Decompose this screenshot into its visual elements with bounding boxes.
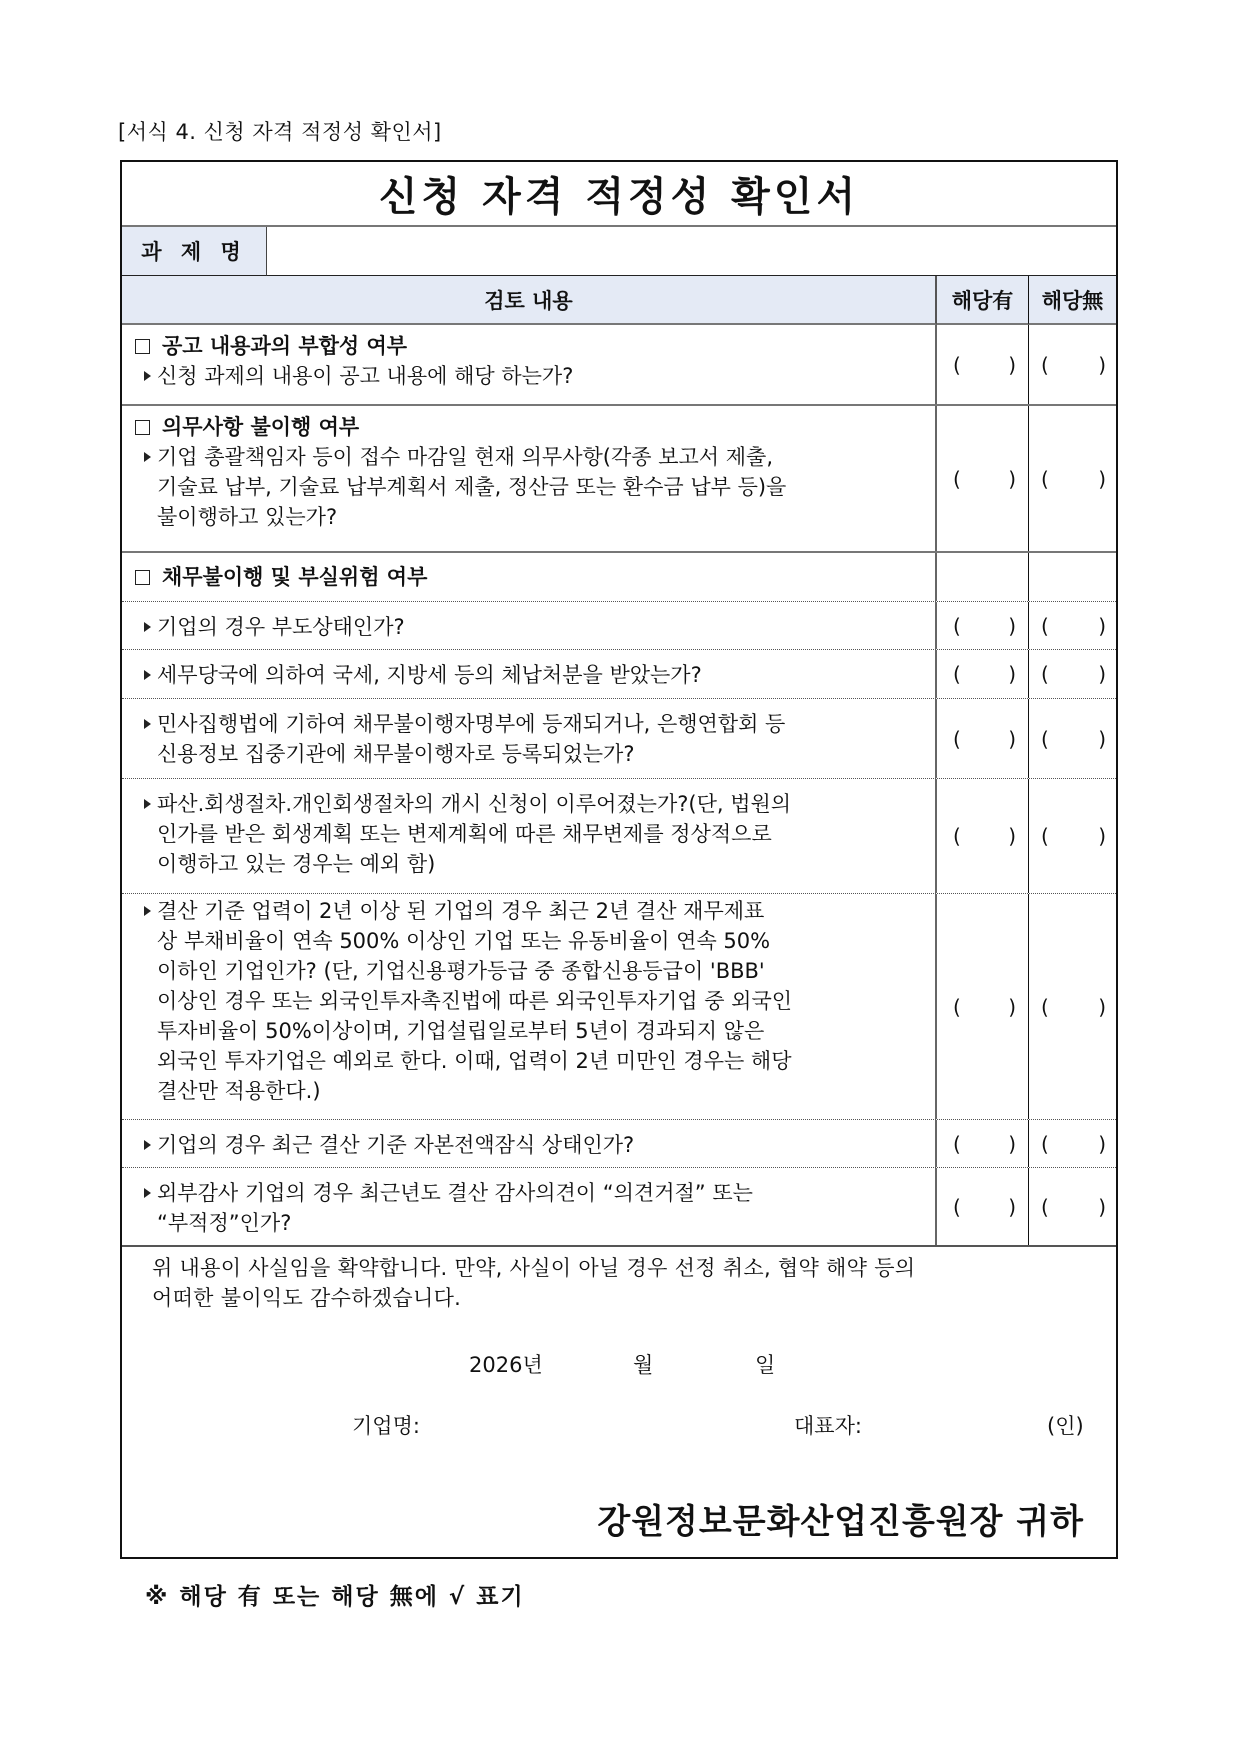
representative-label: 대표자: <box>794 1414 862 1438</box>
item-text: 세무당국에 의하여 국세, 지방세 등의 체납처분을 받았는가? <box>157 663 702 687</box>
pledge-line-1: 위 내용이 사실임을 확약합니다. 만약, 사실이 아닐 경우 선정 취소, 협약 해약 등의 <box>152 1256 916 1280</box>
sub-item-row <box>122 602 1116 650</box>
yes-check-cell[interactable] <box>937 779 1029 893</box>
item-text: 이행하고 있는 경우는 예외 함) <box>157 852 436 876</box>
item-text: 기업 총괄책임자 등이 접수 마감일 현재 의무사항(각종 보고서 제출, <box>157 445 773 469</box>
paren-open: ( <box>953 994 961 1019</box>
paren-open: ( <box>953 662 961 686</box>
sub-item-row <box>122 779 1116 894</box>
date-year: 2026년 <box>469 1353 543 1377</box>
paren-close: ) <box>1098 352 1106 377</box>
checkbox-square-icon <box>135 570 150 585</box>
paren-open: ( <box>1041 824 1049 848</box>
triangle-bullet-icon <box>144 719 151 729</box>
no-check-cell[interactable] <box>1029 1120 1116 1167</box>
paren-open: ( <box>1041 994 1049 1019</box>
item-text: 외국인 투자기업은 예외로 한다. 이때, 업력이 2년 미만인 경우는 해당 <box>157 1049 792 1073</box>
paren-close: ) <box>1008 824 1016 848</box>
item-text: 투자비율이 50%이상이며, 기업설립일로부터 5년이 경과되지 않은 <box>157 1019 765 1043</box>
header-applicable-yes: 해당有 <box>937 276 1029 325</box>
triangle-bullet-icon <box>144 1140 151 1150</box>
form-label: [서식 4. 신청 자격 적정성 확인서] <box>118 120 442 144</box>
pledge-section <box>122 1247 1116 1557</box>
paren-close: ) <box>1008 662 1016 686</box>
item-text: 결산 기준 업력이 2년 이상 된 기업의 경우 최근 2년 결산 재무제표 <box>157 899 765 923</box>
item-text: 신용정보 집중기관에 채무불이행자로 등록되었는가? <box>157 742 635 766</box>
yes-check-cell[interactable] <box>937 1168 1029 1245</box>
paren-open: ( <box>953 1131 961 1156</box>
paren-open: ( <box>1041 1131 1049 1156</box>
yes-check-cell[interactable] <box>937 894 1029 1119</box>
item-text: 기업의 경우 최근 결산 기준 자본전액잠식 상태인가? <box>157 1133 635 1157</box>
item-text: 이상인 경우 또는 외국인투자촉진법에 따른 외국인투자기업 중 외국인 <box>157 989 793 1013</box>
header-review-content: 검토 내용 <box>122 276 937 325</box>
item-text: 결산만 적용한다.) <box>157 1079 321 1103</box>
no-check-cell[interactable] <box>1029 325 1116 404</box>
item-text: 외부감사 기업의 경우 최근년도 결산 감사의견이 “의견거절” 또는 <box>157 1181 753 1205</box>
yes-check-cell[interactable] <box>937 650 1029 698</box>
paren-open: ( <box>953 824 961 848</box>
triangle-bullet-icon <box>144 906 151 916</box>
no-check-cell[interactable] <box>1029 1168 1116 1245</box>
item-text: 신청 과제의 내용이 공고 내용에 해당 하는가? <box>157 364 574 388</box>
paren-open: ( <box>953 466 961 491</box>
paren-close: ) <box>1098 824 1106 848</box>
paren-close: ) <box>1008 466 1016 491</box>
date-month: 월 <box>633 1353 654 1377</box>
paren-close: ) <box>1098 994 1106 1019</box>
confirmation-form <box>120 160 1118 1559</box>
item-text: 기업의 경우 부도상태인가? <box>157 615 405 639</box>
item-text: 인가를 받은 회생계획 또는 변제계획에 따른 채무변제를 정상적으로 <box>157 822 772 846</box>
no-check-cell[interactable] <box>1029 406 1116 551</box>
seal-mark: (인) <box>1047 1414 1084 1438</box>
recipient: 강원정보문화산업진흥원장 귀하 <box>597 1502 1084 1542</box>
no-check-cell[interactable] <box>1029 894 1116 1119</box>
paren-open: ( <box>953 613 961 638</box>
paren-close: ) <box>1098 613 1106 638</box>
paren-close: ) <box>1098 1194 1106 1219</box>
paren-close: ) <box>1008 994 1016 1019</box>
item-text: “부적정”인가? <box>157 1211 292 1235</box>
header-applicable-no: 해당無 <box>1029 276 1116 325</box>
paren-open: ( <box>1041 352 1049 377</box>
triangle-bullet-icon <box>144 371 151 381</box>
sub-item-row <box>122 1120 1116 1168</box>
item-text: 민사집행법에 기하여 채무불이행자명부에 등재되거나, 은행연합회 등 <box>157 712 786 736</box>
checkbox-square-icon <box>135 339 150 354</box>
paren-close: ) <box>1008 726 1016 751</box>
triangle-bullet-icon <box>144 1188 151 1198</box>
yes-check-cell[interactable] <box>937 325 1029 404</box>
paren-close: ) <box>1098 466 1106 491</box>
paren-close: ) <box>1098 726 1106 751</box>
footnote: ※ 해당 有 또는 해당 無에 √ 표기 <box>145 1584 525 1610</box>
paren-close: ) <box>1008 352 1016 377</box>
sub-item-row <box>122 650 1116 699</box>
yes-check-cell[interactable] <box>937 699 1029 778</box>
yes-check-cell[interactable] <box>937 1120 1029 1167</box>
pledge-line-2: 어떠한 불이익도 감수하겠습니다. <box>152 1286 462 1310</box>
no-check-cell[interactable] <box>1029 699 1116 778</box>
section-heading: 공고 내용과의 부합성 여부 <box>162 334 408 358</box>
paren-open: ( <box>1041 613 1049 638</box>
no-check-cell[interactable] <box>1029 650 1116 698</box>
sub-item-row <box>122 699 1116 779</box>
paren-open: ( <box>953 1194 961 1219</box>
paren-open: ( <box>1041 726 1049 751</box>
triangle-bullet-icon <box>144 670 151 680</box>
paren-open: ( <box>1041 1194 1049 1219</box>
form-title: 신청 자격 적정성 확인서 <box>122 162 1116 227</box>
sub-item-row <box>122 1168 1116 1247</box>
section-row <box>122 325 1116 406</box>
paren-open: ( <box>953 726 961 751</box>
yes-check-cell[interactable] <box>937 602 1029 649</box>
triangle-bullet-icon <box>144 799 151 809</box>
item-text: 파산.회생절차.개인회생절차의 개시 신청이 이루어졌는가?(단, 법원의 <box>157 792 792 816</box>
no-check-cell[interactable] <box>1029 602 1116 649</box>
item-text: 기술료 납부, 기술료 납부계획서 제출, 정산금 또는 환수금 납부 등)을 <box>157 475 787 499</box>
project-name-label: 과 제 명 <box>122 227 267 276</box>
company-name-label: 기업명: <box>352 1414 420 1438</box>
item-text: 이하인 기업인가? (단, 기업신용평가등급 중 종합신용등급이 'BBB' <box>157 959 765 983</box>
yes-check-cell[interactable] <box>937 406 1029 551</box>
no-check-cell[interactable] <box>1029 779 1116 893</box>
paren-open: ( <box>1041 662 1049 686</box>
section-row <box>122 553 1116 602</box>
section-heading: 의무사항 불이행 여부 <box>162 415 360 439</box>
section-row <box>122 406 1116 553</box>
paren-close: ) <box>1008 1131 1016 1156</box>
checkbox-square-icon <box>135 420 150 435</box>
triangle-bullet-icon <box>144 452 151 462</box>
item-text: 불이행하고 있는가? <box>157 505 338 529</box>
paren-close: ) <box>1008 613 1016 638</box>
section-heading: 채무불이행 및 부실위험 여부 <box>162 565 428 589</box>
paren-close: ) <box>1098 662 1106 686</box>
paren-open: ( <box>953 352 961 377</box>
item-text: 상 부채비율이 연속 500% 이상인 기업 또는 유동비율이 연속 50% <box>157 929 771 953</box>
paren-close: ) <box>1008 1194 1016 1219</box>
date-day: 일 <box>755 1353 776 1377</box>
paren-open: ( <box>1041 466 1049 491</box>
project-name-field[interactable] <box>267 227 1116 276</box>
paren-close: ) <box>1098 1131 1106 1156</box>
triangle-bullet-icon <box>144 622 151 632</box>
sub-item-row <box>122 894 1116 1120</box>
